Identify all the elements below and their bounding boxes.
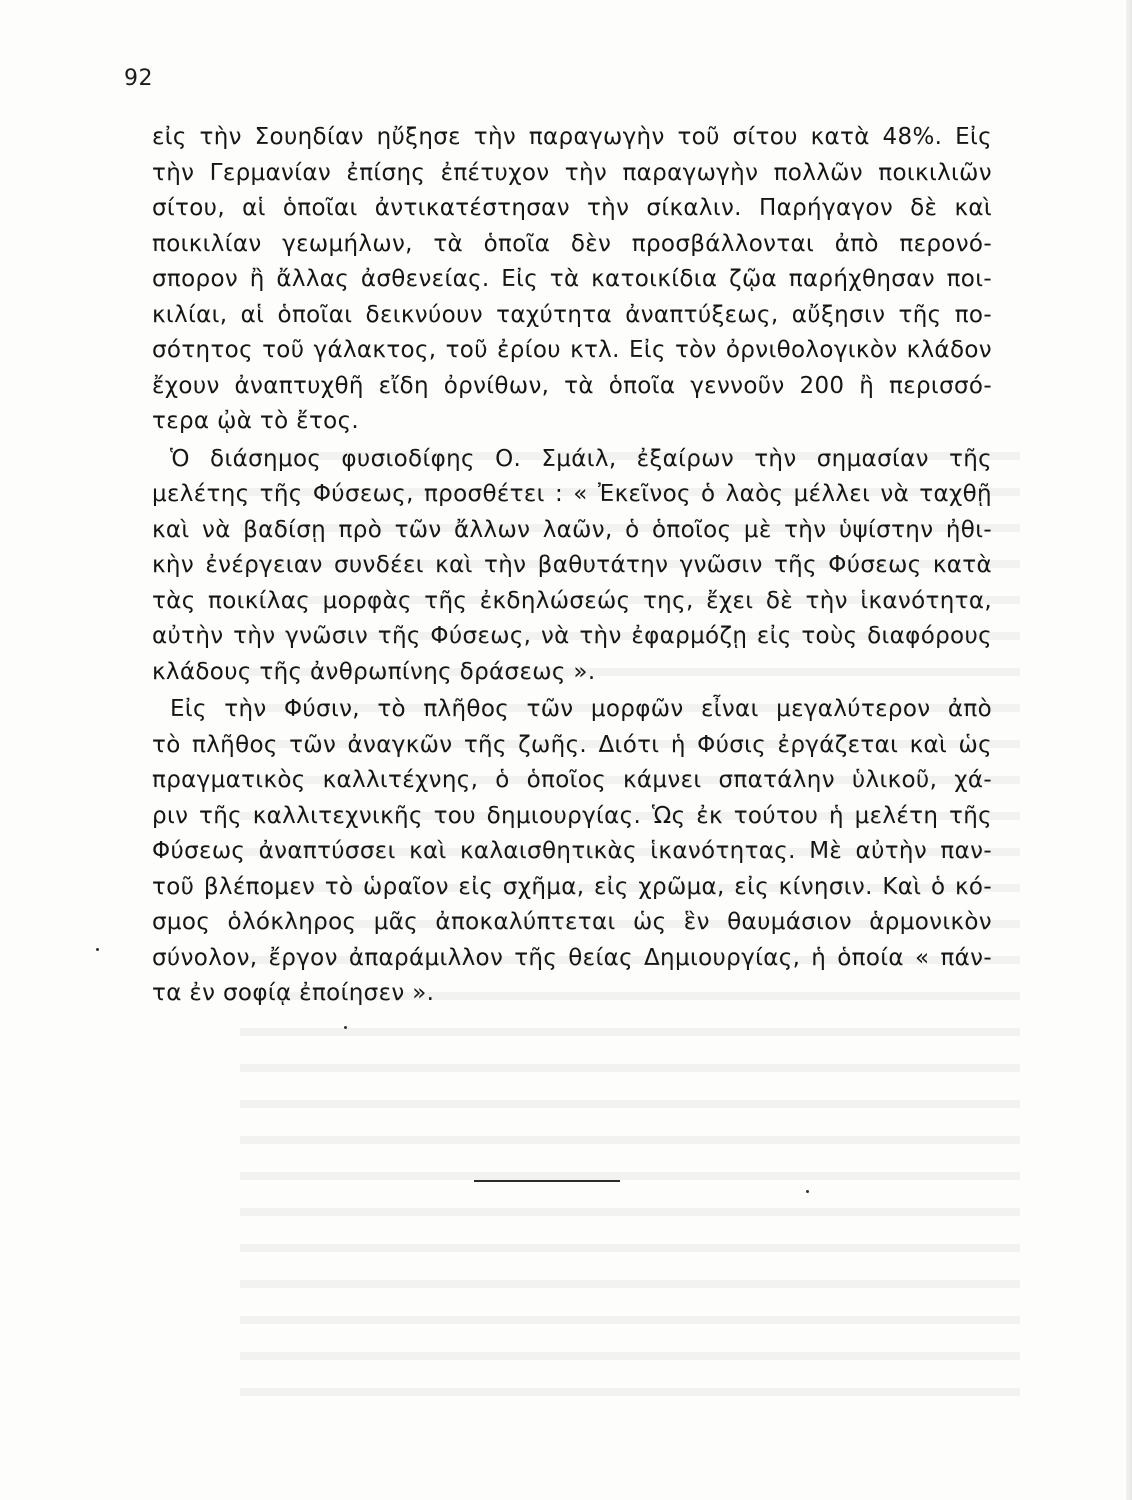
text-line: σπορον ἢ ἄλλας ἀσθενείας. Εἰς τὰ κατοικίδια ζῷα παρήχθησαν ποι- [152,266,992,292]
ink-speck [96,948,99,951]
text-line: ριν τῆς καλλιτεχνικῆς του δημιουργίας. Ὡς ἐκ τούτου ἡ μελέτη τῆς [152,802,992,829]
text-line: εἰς τὴν Σουηδίαν ηὔξησε τὴν παραγωγὴν τοῦ σίτου κατὰ 48%. Εἰς [152,124,992,150]
paragraph-3 [152,692,992,1012]
text-line: καὶ νὰ βαδίσῃ πρὸ τῶν ἄλλων λαῶν, ὁ ὁποῖος μὲ τὴν ὑψίστην ἠθι- [152,516,992,543]
paragraph-2 [152,442,992,691]
page-number: 92 [124,66,153,91]
page-edge [1126,0,1132,1500]
text-line: τερα ᾠὰ τὸ ἔτος. [152,408,360,434]
text-line: τὰς ποικίλας μορφὰς τῆς ἐκδηλώσεώς της, ἔχει δὲ τὴν ἱκανότητα, [152,587,992,614]
text-line: κλάδους τῆς ἀνθρωπίνης δράσεως ». [152,658,596,685]
text-line: ἔχουν ἀναπτυχθῆ εἴδη ὀρνίθων, τὰ ὁποῖα γεννοῦν 200 ἢ περισσό- [152,372,992,399]
text-line: σμος ὁλόκληρος μᾶς ἀποκαλύπτεται ὡς ἓν θαυμάσιον ἁρμονικὸν [152,909,992,935]
text-line: τὴν Γερμανίαν ἐπίσης ἐπέτυχον τὴν παραγωγὴν πολλῶν ποικιλιῶν [152,159,992,186]
text-line: Εἰς τὴν Φύσιν, τὸ πλῆθος τῶν μορφῶν εἶναι μεγαλύτερον ἀπὸ [170,696,992,722]
text-line: κὴν ἐνέργειαν συνδέει καὶ τὴν βαθυτάτην γνῶσιν τῆς Φύσεως κατὰ [152,552,992,578]
text-line: μελέτης τῆς Φύσεως, προσθέτει : « Ἐκεῖνος ὁ λαὸς μέλλει νὰ ταχθῇ [152,481,992,507]
text-line: Φύσεως ἀναπτύσσει καὶ καλαισθητικὰς ἱκανότητας. Μὲ αὐτὴν παν- [152,838,992,864]
text-line: κιλίαι, αἱ ὁποῖαι δεικνύουν ταχύτητα ἀναπτύξεως, αὔξησιν τῆς πο- [152,301,992,328]
ink-speck [806,1190,809,1193]
text-line: τα ἐν σοφίᾳ ἐποίησεν ». [152,980,435,1006]
text-line: σύνολον, ἔργον ἀπαράμιλλον τῆς θείας Δημιουργίας, ἡ ὁποία « πάν- [152,944,992,971]
text-line: τὸ πλῆθος τῶν ἀναγκῶν τῆς ζωῆς. Διότι ἡ Φύσις ἐργάζεται καὶ ὡς [152,731,992,758]
text-line: ποικιλίαν γεωμήλων, τὰ ὁποῖα δὲν προσβάλλονται ἀπὸ περονό- [152,230,992,257]
text-line: σίτου, αἱ ὁποῖαι ἀντικατέστησαν τὴν σίκαλιν. Παρήγαγον δὲ καὶ [152,195,992,221]
ink-speck [344,1026,347,1029]
paragraph-1 [152,120,992,440]
text-line: πραγματικὸς καλλιτέχνης, ὁ ὁποῖος κάμνει σπατάλην ὑλικοῦ, χά- [152,767,992,793]
text-line: αὐτὴν τὴν γνῶσιν τῆς Φύσεως, νὰ τὴν ἐφαρμόζῃ εἰς τοὺς διαφόρους [152,623,992,649]
text-line: Ὁ διάσημος φυσιοδίφης Ο. Σμάιλ, ἐξαίρων τὴν σημασίαν τῆς [170,445,992,472]
section-divider-rule [474,1180,620,1182]
text-line: σότητος τοῦ γάλακτος, τοῦ ἐρίου κτλ. Εἰς τὸν ὀρνιθολογικὸν κλάδον [152,337,992,363]
body-text [152,120,992,1012]
text-line: τοῦ βλέπομεν τὸ ὡραῖον εἰς σχῆμα, εἰς χρῶμα, εἰς κίνησιν. Καὶ ὁ κό- [152,873,992,900]
